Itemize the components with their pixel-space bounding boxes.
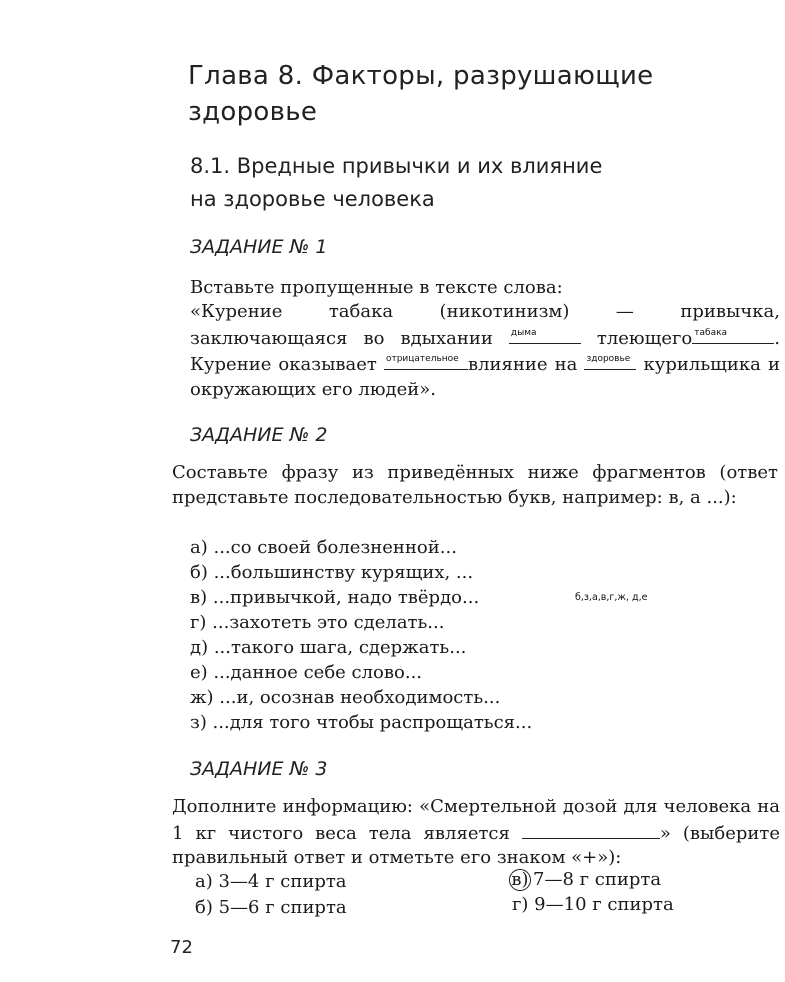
- task-2-item-z: з) ...для того чтобы распрощаться...: [190, 712, 533, 733]
- section-title: [190, 150, 710, 216]
- task-2-item-g: г) ...захотеть это сделать...: [190, 612, 445, 633]
- task-2-item-zh: ж) ...и, осознав необходимость...: [190, 687, 501, 708]
- task-1-instruction: Вставьте пропущенные в тексте слова:: [190, 277, 563, 298]
- section-title-line-1: 8.1. Вредные привычки и их влияние: [190, 154, 603, 178]
- task-2-instruction: Составьте фразу из приведённых ниже фрагментов (ответ представьте последовательностью букв, например: в, а ...):: [172, 462, 778, 508]
- handwritten-answer-4: здоровье: [586, 354, 631, 364]
- task-2-item-v: в) ...привычкой, надо твёрдо...: [190, 587, 480, 608]
- task-1-text: [190, 300, 780, 402]
- answer-blank-3[interactable]: [384, 351, 468, 370]
- chapter-title-line-2: здоровье: [188, 97, 318, 127]
- circled-answer-mark: в): [509, 869, 531, 891]
- chapter-title: [188, 58, 708, 130]
- task-3-option-d[interactable]: г) 9—10 г спирта: [512, 894, 674, 915]
- handwritten-answer-3: отрицательное: [385, 354, 459, 364]
- task-3-option-c[interactable]: [512, 869, 661, 891]
- task-1-text-part-2: тлеющего: [596, 327, 693, 349]
- handwritten-answer-1: дыма: [510, 327, 537, 338]
- task-2-heading: ЗАДАНИЕ № 2: [190, 424, 328, 446]
- page-number: 72: [170, 937, 193, 958]
- task-2-item-a: а) ...со своей болезненной...: [190, 537, 457, 558]
- task-1-text-part-1: «Курение табака (никотинизм) — привычка, заключающаяся во вдыхании: [190, 301, 780, 349]
- task-3-text: [172, 795, 780, 871]
- task-3-option-b[interactable]: б) 5—6 г спирта: [195, 897, 347, 918]
- task-3-text-after: » (выберите правильный ответ и отметьте его знаком «+»):: [172, 822, 780, 868]
- task-2-item-d: д) ...такого шага, сдержать...: [190, 637, 467, 658]
- task-2-item-e: е) ...данное себе слово...: [190, 662, 423, 683]
- task-3-answer-blank[interactable]: [522, 820, 660, 839]
- handwritten-answer-2: табака: [694, 327, 728, 338]
- task-3-option-a[interactable]: а) 3—4 г спирта: [195, 871, 347, 892]
- task-1-text-part-4: влияние на: [467, 354, 578, 375]
- task-3-heading: ЗАДАНИЕ № 3: [190, 758, 328, 780]
- task-3-text-before: Дополните информацию: «Смертельной дозой для человека на 1 кг чистого веса тела является: [172, 796, 780, 844]
- section-title-line-2: на здоровье человека: [190, 187, 435, 211]
- task-2-handwritten-answer: б,з,а,в,г,ж, д,е: [575, 592, 648, 603]
- task-1-text-part-3: . Курение оказывает: [190, 327, 780, 375]
- task-1-heading: ЗАДАНИЕ № 1: [190, 236, 328, 258]
- answer-blank-2[interactable]: [692, 325, 774, 344]
- task-2-item-b: б) ...большинству курящих, ...: [190, 562, 474, 583]
- task-1-text-part-5: курильщика и окружающих его людей».: [190, 354, 780, 400]
- chapter-title-line-1: Глава 8. Факторы, разрушающие: [188, 61, 654, 91]
- task-3-option-c-text: 7—8 г спирта: [533, 869, 662, 890]
- answer-blank-1[interactable]: [509, 325, 581, 344]
- answer-blank-4[interactable]: [584, 351, 636, 370]
